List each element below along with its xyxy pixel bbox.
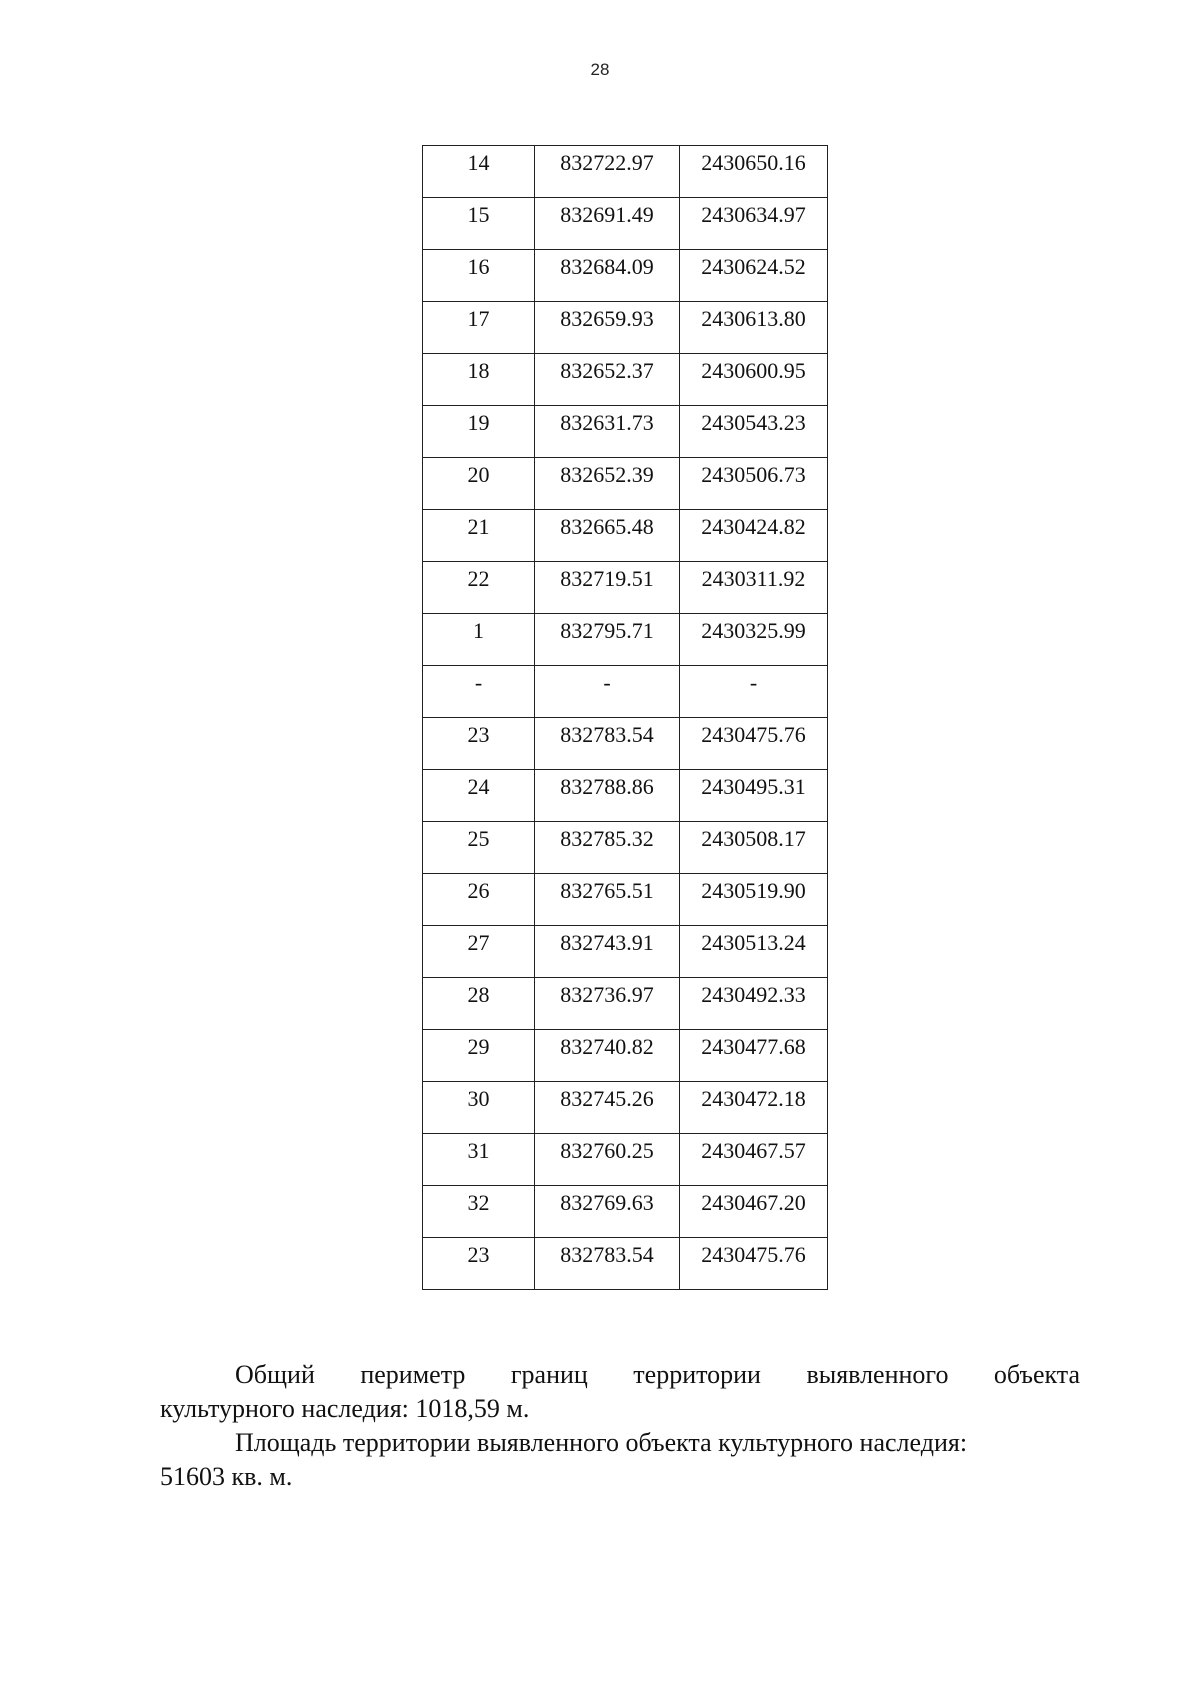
x-coordinate-cell: 832652.39 [535,458,680,510]
x-coordinate-cell: 832795.71 [535,614,680,666]
x-coordinate-cell: 832691.49 [535,198,680,250]
point-number-cell: 19 [423,406,535,458]
x-coordinate-cell: 832783.54 [535,718,680,770]
x-coordinate-cell: 832745.26 [535,1082,680,1134]
table-row [423,510,828,562]
y-coordinate-cell: 2430519.90 [680,874,828,926]
table-row [423,302,828,354]
table-row [423,1030,828,1082]
table-row [423,250,828,302]
point-number-cell: 16 [423,250,535,302]
table-row [423,926,828,978]
x-coordinate-cell: 832788.86 [535,770,680,822]
y-coordinate-cell: 2430543.23 [680,406,828,458]
y-coordinate-cell: 2430506.73 [680,458,828,510]
point-number-cell: 22 [423,562,535,614]
x-coordinate-cell: 832722.97 [535,146,680,198]
y-coordinate-cell: 2430475.76 [680,718,828,770]
table-row [423,146,828,198]
table-row [423,1134,828,1186]
point-number-cell: - [423,666,535,718]
point-number-cell: 23 [423,718,535,770]
y-coordinate-cell: 2430424.82 [680,510,828,562]
perimeter-text-1: Общий периметр границ территории выявленного объекта [235,1360,1080,1389]
point-number-cell: 32 [423,1186,535,1238]
point-number-cell: 30 [423,1082,535,1134]
y-coordinate-cell: 2430325.99 [680,614,828,666]
point-number-cell: 31 [423,1134,535,1186]
area-line-1: Площадь территории выявленного объекта культурного наследия: [235,1428,968,1457]
perimeter-line-1 [160,1358,1080,1392]
point-number-cell: 1 [423,614,535,666]
x-coordinate-cell: 832659.93 [535,302,680,354]
perimeter-line-2: культурного наследия: 1018,59 м. [160,1394,530,1423]
y-coordinate-cell: 2430513.24 [680,926,828,978]
x-coordinate-cell: 832736.97 [535,978,680,1030]
table-row [423,1082,828,1134]
x-coordinate-cell: 832684.09 [535,250,680,302]
x-coordinate-cell: 832743.91 [535,926,680,978]
table-row [423,770,828,822]
y-coordinate-cell: 2430613.80 [680,302,828,354]
y-coordinate-cell: 2430467.20 [680,1186,828,1238]
point-number-cell: 17 [423,302,535,354]
table-row [423,198,828,250]
area-line-2: 51603 кв. м. [160,1462,293,1491]
table-row [423,978,828,1030]
y-coordinate-cell: 2430624.52 [680,250,828,302]
y-coordinate-cell: 2430472.18 [680,1082,828,1134]
table-row-separator [423,666,828,718]
x-coordinate-cell: 832631.73 [535,406,680,458]
y-coordinate-cell: 2430600.95 [680,354,828,406]
table-row [423,354,828,406]
x-coordinate-cell: 832740.82 [535,1030,680,1082]
x-coordinate-cell: 832783.54 [535,1238,680,1290]
point-number-cell: 20 [423,458,535,510]
coordinates-table [422,145,828,1290]
point-number-cell: 24 [423,770,535,822]
table-row [423,458,828,510]
page-number: 28 [590,60,610,79]
point-number-cell: 15 [423,198,535,250]
table-row [423,1186,828,1238]
y-coordinate-cell: 2430508.17 [680,822,828,874]
y-coordinate-cell: - [680,666,828,718]
y-coordinate-cell: 2430475.76 [680,1238,828,1290]
y-coordinate-cell: 2430477.68 [680,1030,828,1082]
perimeter-paragraph [160,1358,1080,1426]
point-number-cell: 21 [423,510,535,562]
table-row [423,614,828,666]
x-coordinate-cell: 832719.51 [535,562,680,614]
point-number-cell: 29 [423,1030,535,1082]
point-number-cell: 26 [423,874,535,926]
y-coordinate-cell: 2430311.92 [680,562,828,614]
point-number-cell: 18 [423,354,535,406]
point-number-cell: 28 [423,978,535,1030]
x-coordinate-cell: 832665.48 [535,510,680,562]
y-coordinate-cell: 2430650.16 [680,146,828,198]
x-coordinate-cell: - [535,666,680,718]
point-number-cell: 25 [423,822,535,874]
point-number-cell: 27 [423,926,535,978]
point-number-cell: 14 [423,146,535,198]
y-coordinate-cell: 2430467.57 [680,1134,828,1186]
x-coordinate-cell: 832785.32 [535,822,680,874]
table-row [423,874,828,926]
point-number-cell: 23 [423,1238,535,1290]
x-coordinate-cell: 832769.63 [535,1186,680,1238]
y-coordinate-cell: 2430492.33 [680,978,828,1030]
table-row [423,562,828,614]
area-paragraph [160,1426,1080,1494]
y-coordinate-cell: 2430634.97 [680,198,828,250]
table-row [423,1238,828,1290]
table-row [423,406,828,458]
table-row [423,822,828,874]
table-row [423,718,828,770]
x-coordinate-cell: 832760.25 [535,1134,680,1186]
x-coordinate-cell: 832652.37 [535,354,680,406]
y-coordinate-cell: 2430495.31 [680,770,828,822]
coordinates-table-body [423,146,828,1290]
x-coordinate-cell: 832765.51 [535,874,680,926]
